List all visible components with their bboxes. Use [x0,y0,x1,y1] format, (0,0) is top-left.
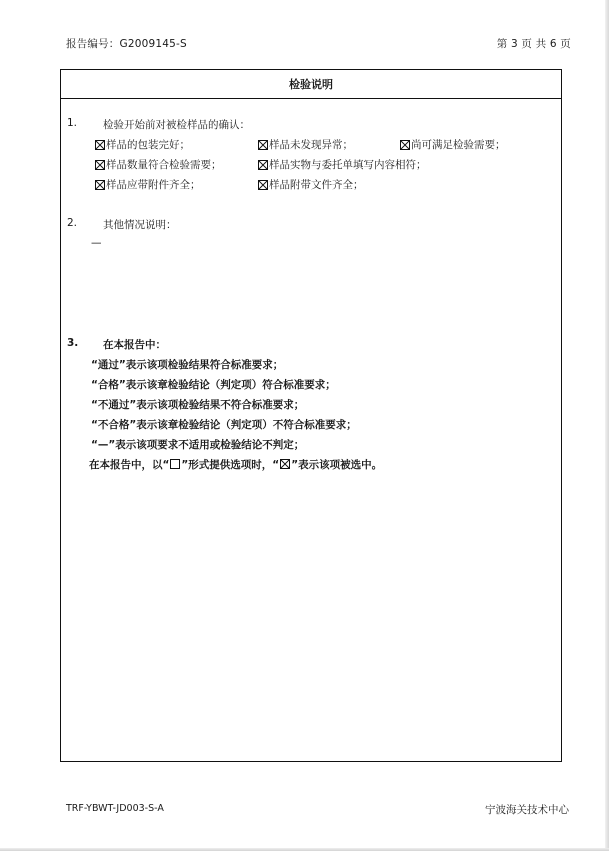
checked-box-icon[interactable] [258,180,268,190]
checkbox-label: 样品附带文件齐全； [269,179,364,191]
section-content [61,98,561,761]
legend-suffix: ”表示该项被选中。 [291,459,383,471]
legend-line: “合格”表示该章检验结论（判定项）符合标准要求； [91,379,336,391]
checkbox-item[interactable] [258,157,427,172]
item-label: 其他情况说明： [103,219,177,231]
item-label: 在本报告中： [103,339,166,351]
legend-line: “不合格”表示该章检验结论（判定项）不符合标准要求； [91,419,357,431]
checkbox-label: 样品实物与委托单填写内容相符； [269,159,427,171]
organization-name: 宁波海关技术中心 [485,804,569,816]
legend-line: “—”表示该项要求不适用或检验结论不判定； [91,439,305,451]
checked-box-icon[interactable] [258,140,268,150]
checkbox-item[interactable] [95,157,222,172]
checkbox-label: 样品未发现异常； [269,139,353,151]
inspection-notes-frame [60,69,562,762]
checked-box-icon[interactable] [258,160,268,170]
item-label: 检验开始前对被检样品的确认： [103,119,250,131]
page-info: 第 3 页 共 6 页 [496,38,571,50]
checkbox-item[interactable] [95,177,201,192]
checkbox-legend-line [89,457,382,472]
checkbox-label: 样品数量符合检验需要； [106,159,222,171]
checked-box-icon[interactable] [95,180,105,190]
item-number: 1. [67,117,78,129]
empty-box-icon [170,459,180,469]
checkbox-item[interactable] [400,137,506,152]
section-title: 检验说明 [61,70,561,99]
page-edge [605,0,609,851]
checkbox-item[interactable] [258,137,353,152]
item-number: 3. [67,337,79,349]
checked-box-icon[interactable] [400,140,410,150]
checked-box-icon[interactable] [95,140,105,150]
checkbox-item[interactable] [258,177,364,192]
legend-prefix: 在本报告中，以“ [89,459,170,471]
item-number: 2. [67,217,78,229]
checkbox-label: 样品的包装完好； [106,139,190,151]
form-code: TRF-YBWT-JD003-S-A [66,803,164,814]
other-notes-value: — [91,237,102,249]
checkbox-label: 尚可满足检验需要； [411,139,506,151]
checkbox-item[interactable] [95,137,190,152]
checked-box-icon [280,459,290,469]
report-number: 报告编号：G2009145-S [66,38,187,50]
legend-line: “不通过”表示该项检验结果不符合标准要求； [91,399,305,411]
legend-middle: ”形式提供选项时，“ [181,459,280,471]
checkbox-label: 样品应带附件齐全； [106,179,201,191]
checked-box-icon[interactable] [95,160,105,170]
legend-line: “通过”表示该项检验结果符合标准要求； [91,359,284,371]
